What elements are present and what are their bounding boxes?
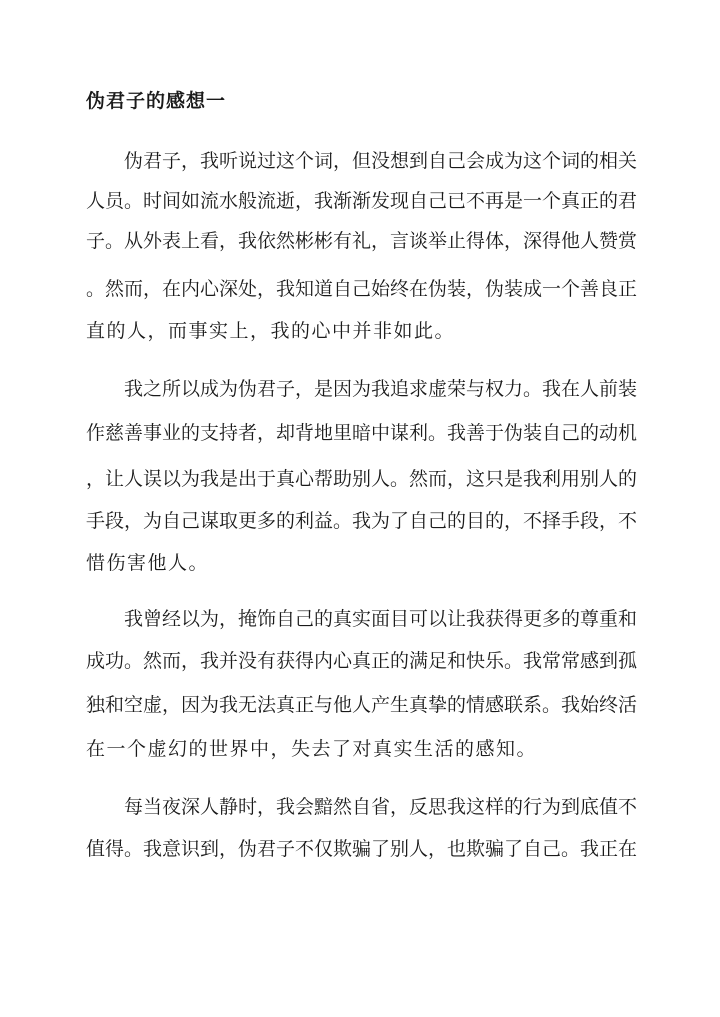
paragraph-2-line-4: 手段，为自己谋取更多的利益。我为了自己的目的，不择手段，不 bbox=[86, 510, 638, 532]
paragraph-2-line-2: 作慈善事业的支持者，却背地里暗中谋利。我善于伪装自己的动机 bbox=[86, 422, 638, 444]
paragraph-3-line-3: 独和空虚，因为我无法真正与他人产生真挚的情感联系。我始终活 bbox=[86, 694, 638, 716]
paragraph-4-line-1: 每当夜深人静时，我会黯然自省，反思我这样的行为到底值不 bbox=[124, 796, 638, 818]
paragraph-3-line-2: 成功。然而，我并没有获得内心真正的满足和快乐。我常常感到孤 bbox=[86, 650, 638, 672]
paragraph-1-line-5: 直的人，而事实上，我的心中并非如此。 bbox=[86, 320, 456, 342]
paragraph-2-line-3: ，让人误以为我是出于真心帮助别人。然而，这只是我利用别人的 bbox=[86, 468, 638, 490]
paragraph-4-line-2: 值得。我意识到，伪君子不仅欺骗了别人，也欺骗了自己。我正在 bbox=[86, 838, 638, 860]
paragraph-2-line-1: 我之所以成为伪君子，是因为我追求虚荣与权力。我在人前装 bbox=[124, 378, 638, 400]
paragraph-3-line-4: 在一个虚幻的世界中，失去了对真实生活的感知。 bbox=[86, 738, 538, 760]
document-title: 伪君子的感想一 bbox=[86, 90, 227, 112]
paragraph-3-line-1: 我曾经以为，掩饰自己的真实面目可以让我获得更多的尊重和 bbox=[124, 608, 638, 630]
paragraph-1-line-2: 人员。时间如流水般流逝，我渐渐发现自己已不再是一个真正的君 bbox=[86, 190, 638, 212]
paragraph-2-line-5: 惜伤害他人。 bbox=[86, 552, 210, 574]
paragraph-1-line-4: 。然而，在内心深处，我知道自己始终在伪装，伪装成一个善良正 bbox=[86, 278, 638, 300]
paragraph-1-line-3: 子。从外表上看，我依然彬彬有礼，言谈举止得体，深得他人赞赏 bbox=[86, 230, 638, 252]
paragraph-1-line-1: 伪君子，我听说过这个词，但没想到自己会成为这个词的相关 bbox=[124, 150, 638, 172]
